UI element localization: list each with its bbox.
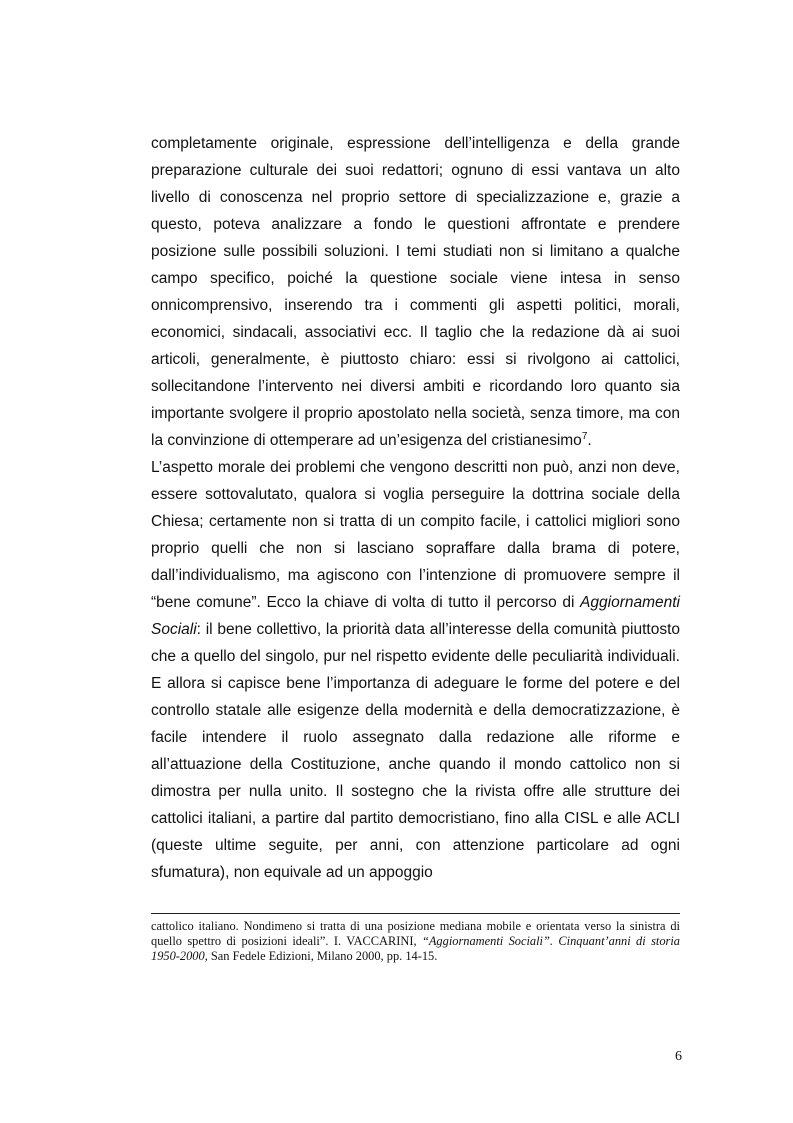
footnote-divider [151, 913, 680, 914]
page-number: 6 [675, 1049, 682, 1064]
footnote [151, 919, 680, 964]
paragraph-1 [151, 130, 680, 454]
footnote-text-start: cattolico italiano. Nondimeno si tratta di una posizione mediana mobile e orientata verso la sinistra di quello spettro di posizioni ideali”. I. VACCARINI, [151, 919, 680, 948]
body-text [151, 130, 680, 886]
paragraph-1-text: completamente originale, espressione dell’intelligenza e della grande preparazione culturale dei suoi redattori; ognuno di essi vantava un alto livello di conoscenza nel proprio settore di specializzazione e, grazie a questo, poteva analizzare a fondo le questioni affrontate e prendere posizione sulle possibili soluzioni. I temi studiati non si limitano a qualche campo specifico, poiché la questione sociale viene intesa in senso onnicomprensivo, inserendo tra i commenti gli aspetti politici, morali, economici, sindacali, associativi ecc. Il taglio che la redazione dà ai suoi articoli, generalmente, è piuttosto chiaro: essi si rivolgono ai cattolici, sollecitandone l’intervento nei diversi ambiti e ricordando loro quanto sia importante svolgere il proprio apostolato nella società, senza timore, ma con la convinzione di ottemperare ad un’esigenza del cristianesimo [151, 135, 680, 449]
journal-title-italic: Aggiornamenti Sociali [151, 594, 680, 638]
footnote-reference: 7 [581, 430, 588, 442]
footnote-text-end: , San Fedele Edizioni, Milano 2000, pp. 14-15. [204, 949, 438, 963]
paragraph-2-text-end: : il bene collettivo, la priorità data all’interesse della comunità piuttosto che a quello del singolo, pur nel rispetto evidente delle peculiarità individuali. E allora si capisce bene l’importanza di adeguare le forme del potere e del controllo statale alle esigenze della modernità e della democratizzazione, è facile intendere il ruolo assegnato dalla redazione alle riforme e all’attuazione della Costituzione, anche quando il mondo cattolico non si dimostra per nulla unito. Il sostegno che la rivista offre alle strutture dei cattolici italiani, a partire dal partito democristiano, fino alla CISL e alle ACLI (queste ultime seguite, per anni, con attenzione particolare ad ogni sfumatura), non equivale ad un appoggio [151, 621, 680, 881]
paragraph-1-end: . [587, 432, 592, 449]
paragraph-2-text-start: L’aspetto morale dei problemi che vengono descritti non può, anzi non deve, essere sottovalutato, qualora si voglia perseguire la dottrina sociale della Chiesa; certamente non si tratta di un compito facile, i cattolici migliori sono proprio quelli che non si lasciano sopraffare dalla brama di potere, dall’individualismo, ma agiscono con l’intenzione di promuovere sempre il “bene comune”. Ecco la chiave di volta di tutto il percorso di [151, 459, 680, 611]
paragraph-2 [151, 454, 680, 886]
footnote-citation-title: “Aggiornamenti Sociali”. Cinquant’anni di storia 1950-2000 [151, 934, 681, 963]
